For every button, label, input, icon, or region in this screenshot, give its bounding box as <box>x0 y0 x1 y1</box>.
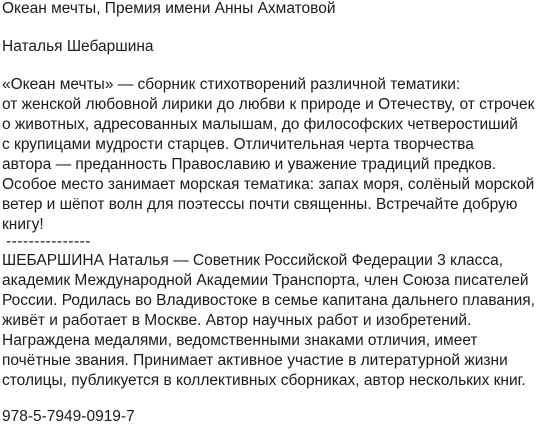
bio-line: почётные звания. Принимает активное участие в литературной жизни <box>2 352 508 369</box>
bio-line: Награждена медалями, ведомственными знаками отличия, имеет <box>2 332 478 349</box>
isbn: 978-5-7949-0919-7 <box>2 408 135 425</box>
description-line: книгу! <box>2 216 44 233</box>
book-title: Океан мечты, Премия имени Анны Ахматовой <box>2 0 336 17</box>
section-separator: --------------- <box>6 233 91 250</box>
description-line: о животных, адресованных малышам, до философских четверостиший <box>2 116 518 133</box>
bio-line: живёт и работает в Москве. Автор научных работ и изобретений. <box>2 312 472 329</box>
description-line: от женской любовной лирики до любви к природе и Отечеству, от строчек <box>2 96 535 113</box>
bio-line: столицы, публикуется в коллективных сборниках, автор нескольких книг. <box>2 372 526 389</box>
description-line: автора — преданность Православию и уважение традиций предков. <box>2 156 497 173</box>
description-line: с крупицами мудрости старцев. Отличительная черта творчества <box>2 136 474 153</box>
description-line: ветер и шёпот волн для поэтессы почти священны. Встречайте добрую <box>2 196 518 213</box>
description-line: «Океан мечты» — сборник стихотворений различной тематики: <box>2 76 461 93</box>
description-line: Особое место занимает морская тематика: запах моря, солёный морской <box>2 176 535 193</box>
bio-line: академик Международной Академии Транспорта, член Союза писателей <box>2 272 529 289</box>
bio-line: России. Родилась во Владивостоке в семье капитана дальнего плавания, <box>2 292 535 309</box>
bio-line: ШЕБАРШИНА Наталья — Советник Российской Федерации 3 класса, <box>2 252 504 269</box>
author-name: Наталья Шебаршина <box>2 38 154 55</box>
